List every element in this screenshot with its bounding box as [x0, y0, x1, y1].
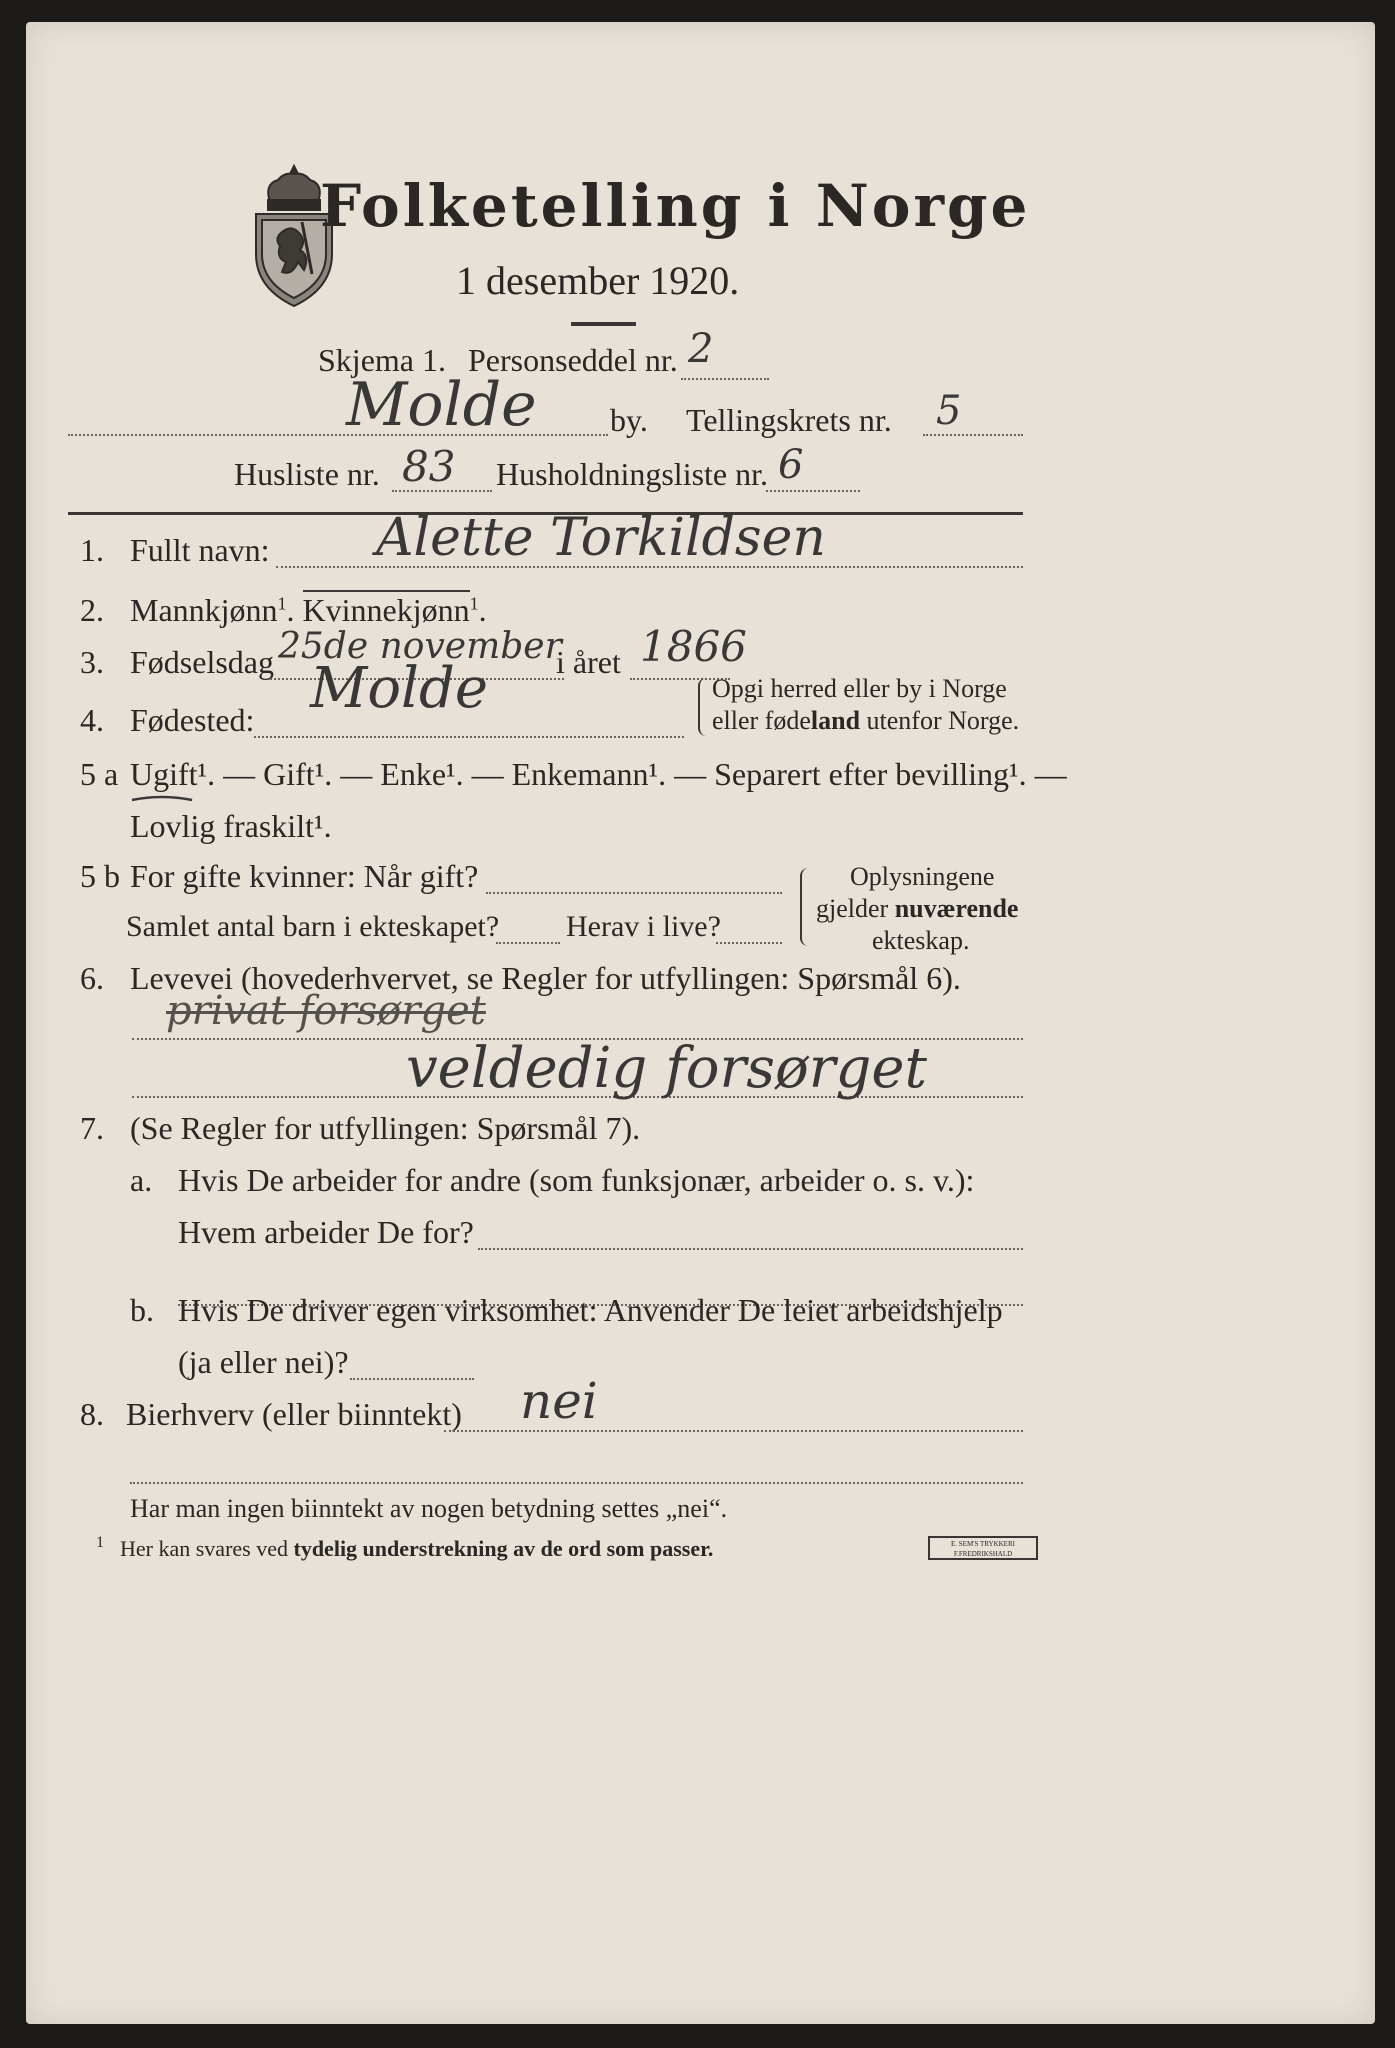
ugift-underline-mark	[130, 794, 194, 804]
full-name-value: Alette Torkildsen	[376, 508, 826, 568]
q7a-line2: Hvem arbeider De for?	[178, 1214, 474, 1250]
birthplace-value: Molde	[310, 656, 488, 721]
q2-options: Mannkjønn$^1$. Kvinnekjønn$^1$.	[130, 592, 487, 628]
form-title: Folketelling i Norge	[320, 172, 1031, 240]
husholdning-label: Husholdningsliste nr.	[496, 456, 769, 492]
skjema-label: Skjema 1.	[318, 342, 446, 378]
title-divider	[571, 322, 636, 326]
q7-number: 7.	[80, 1110, 104, 1146]
option-mannkjonn[interactable]: Mannkjønn	[130, 592, 278, 628]
q7b-letter: b.	[130, 1292, 154, 1328]
q7b-line1: Hvis De driver egen virksomhet: Anvender De leiet arbeidshjelp	[178, 1292, 1003, 1328]
place-value: Molde	[346, 370, 537, 440]
employer-field-1[interactable]	[478, 1248, 1023, 1250]
when-married-field[interactable]	[486, 892, 782, 894]
hired-help-field[interactable]	[350, 1378, 474, 1380]
birth-year-value: 1866	[640, 622, 747, 671]
year-label: i året	[556, 644, 621, 680]
q3-label: Fødselsdag	[130, 644, 274, 680]
q8-number: 8.	[80, 1396, 104, 1432]
personseddel-field[interactable]	[681, 378, 769, 380]
q5a-number: 5 a	[80, 756, 119, 792]
birthday-value: 25de november	[278, 626, 562, 667]
q4-brace	[698, 678, 706, 736]
q5b-note-line2: gjelder nuværende	[816, 894, 1019, 923]
q1-label: Fullt navn:	[130, 532, 270, 568]
q8-label: Bierhverv (eller biinntekt)	[126, 1396, 462, 1432]
q5b-number: 5 b	[80, 858, 120, 894]
children-total-field[interactable]	[496, 942, 560, 944]
children-alive-field[interactable]	[716, 942, 782, 944]
q6-label: Levevei (hovederhvervet, se Regler for utfyllingen: Spørsmål 6).	[130, 960, 961, 996]
q7a-line1: Hvis De arbeider for andre (som funksjonær, arbeider o. s. v.):	[178, 1162, 975, 1198]
children-alive-label: Herav i live?	[566, 910, 721, 943]
census-date: 1 desember 1920.	[456, 258, 740, 303]
side-income-field[interactable]	[444, 1430, 1023, 1432]
footnote-number: 1	[96, 1534, 104, 1551]
when-married-label: For gifte kvinner: Når gift?	[130, 858, 479, 894]
children-total-label: Samlet antal barn i ekteskapet?	[126, 910, 500, 943]
q7a-letter: a.	[130, 1162, 153, 1198]
nei-note: Har man ingen biinntekt av nogen betydning settes „nei“.	[130, 1494, 728, 1523]
q3-number: 3.	[80, 644, 104, 680]
occupation-struck-value: privat forsørget	[166, 988, 486, 1034]
q7-label: (Se Regler for utfyllingen: Spørsmål 7).	[130, 1110, 641, 1146]
q4-number: 4.	[80, 702, 104, 738]
q7b-line2: (ja eller nei)?	[178, 1344, 349, 1380]
birthplace-field[interactable]	[254, 736, 684, 738]
occupation-value: veldedig forsørget	[406, 1036, 928, 1101]
q6-number: 6.	[80, 960, 104, 996]
q5b-brace	[800, 868, 810, 946]
q5b-note-line3: ekteskap.	[872, 926, 970, 955]
marital-status-options[interactable]: Ugift¹. — Gift¹. — Enke¹. — Enkemann¹. — Separert efter bevilling¹. —	[130, 756, 1067, 792]
q2-number: 2.	[80, 592, 104, 628]
q5b-note-line1: Oplysningene	[850, 862, 995, 891]
husholdning-value: 6	[778, 442, 804, 488]
marital-status-options-cont[interactable]: Lovlig fraskilt¹.	[130, 808, 332, 844]
q1-number: 1.	[80, 532, 104, 568]
tellingskrets-value: 5	[936, 388, 962, 434]
husliste-label: Husliste nr.	[234, 456, 380, 492]
census-form-sheet	[26, 22, 1375, 2024]
tellingskrets-field[interactable]	[923, 434, 1023, 436]
tellingskrets-label: Tellingskrets nr.	[686, 402, 892, 438]
footnote-text: Her kan svares ved tydelig understrekning av de ord som passer.	[120, 1536, 714, 1561]
printer-mark: E. SEM'S TRYKKERI F.FREDRIKSHALD	[928, 1536, 1038, 1560]
side-income-field-2[interactable]	[130, 1482, 1023, 1484]
q4-label: Fødested:	[130, 702, 255, 738]
by-label: by.	[610, 402, 648, 438]
q4-note-line2: eller fødeland utenfor Norge.	[712, 706, 1020, 735]
personseddel-value: 2	[688, 326, 714, 372]
q4-note-line1: Opgi herred eller by i Norge	[712, 674, 1007, 703]
husholdning-field[interactable]	[766, 490, 860, 492]
option-kvinnekjonn[interactable]: Kvinnekjønn	[302, 592, 470, 628]
side-income-value: nei	[520, 1372, 598, 1430]
personseddel-label: Personseddel nr.	[468, 342, 678, 378]
husliste-value: 83	[402, 442, 456, 491]
